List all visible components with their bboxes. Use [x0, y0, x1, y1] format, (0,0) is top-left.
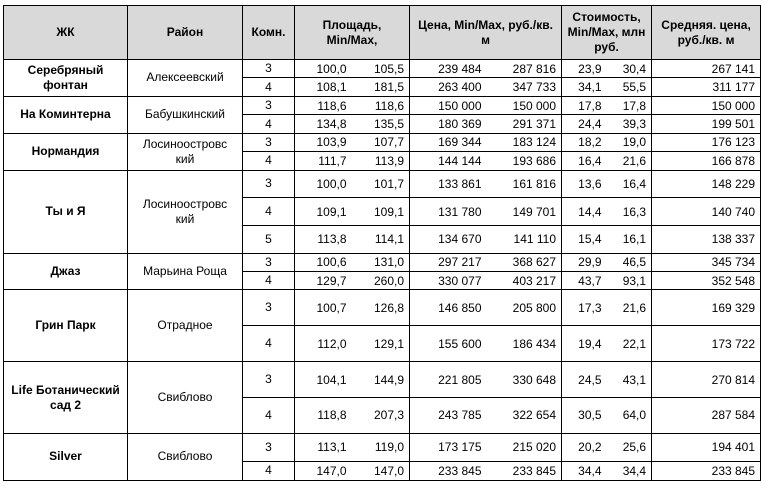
area-min-cell: 100,0 — [295, 170, 352, 198]
cost-max-cell: 16,4 — [607, 170, 652, 198]
price-max-cell: 291 371 — [487, 115, 562, 133]
cost-min-cell: 16,4 — [562, 152, 607, 170]
table-row — [4, 433, 761, 461]
cost-min-cell: 14,4 — [562, 198, 607, 226]
header-rooms: Комн. — [243, 6, 295, 60]
area-min-cell: 118,6 — [295, 96, 352, 114]
apartments-table — [3, 5, 761, 481]
price-max-cell: 287 816 — [487, 60, 562, 78]
cost-min-cell: 19,4 — [562, 326, 607, 362]
price-max-cell: 330 648 — [487, 362, 562, 398]
area-max-cell: 207,3 — [352, 398, 410, 434]
area-max-cell: 101,7 — [352, 170, 410, 198]
rooms-cell: 3 — [243, 290, 295, 326]
district-cell: Марьина Роща — [128, 253, 243, 290]
cost-min-cell: 29,9 — [562, 253, 607, 271]
area-max-cell: 113,9 — [352, 152, 410, 170]
district-cell: Отрадное — [128, 290, 243, 362]
cost-min-cell: 34,1 — [562, 78, 607, 96]
avg-price-cell: 267 141 — [652, 60, 761, 78]
price-min-cell: 131 780 — [410, 198, 487, 226]
area-max-cell: 126,8 — [352, 290, 410, 326]
area-max-cell: 144,9 — [352, 362, 410, 398]
price-min-cell: 263 400 — [410, 78, 487, 96]
area-min-cell: 118,8 — [295, 398, 352, 434]
area-max-cell: 129,1 — [352, 326, 410, 362]
cost-min-cell: 15,4 — [562, 225, 607, 253]
price-min-cell: 233 845 — [410, 461, 487, 481]
rooms-cell: 3 — [243, 96, 295, 114]
avg-price-cell: 138 337 — [652, 225, 761, 253]
district-cell: Свиблово — [128, 362, 243, 434]
avg-price-cell: 345 734 — [652, 253, 761, 271]
table-body — [4, 60, 761, 481]
header-price: Цена, Min/Max, руб./кв. м — [410, 6, 562, 60]
price-max-cell: 141 110 — [487, 225, 562, 253]
price-max-cell: 403 217 — [487, 272, 562, 290]
district-cell: Лосиноостровс кий — [128, 170, 243, 253]
price-min-cell: 146 850 — [410, 290, 487, 326]
area-max-cell: 105,5 — [352, 60, 410, 78]
rooms-cell: 3 — [243, 60, 295, 78]
rooms-cell: 3 — [243, 170, 295, 198]
price-max-cell: 161 816 — [487, 170, 562, 198]
cost-max-cell: 16,3 — [607, 198, 652, 226]
complex-name-cell: Нормандия — [4, 133, 128, 170]
rooms-cell: 4 — [243, 115, 295, 133]
cost-max-cell: 39,3 — [607, 115, 652, 133]
rooms-cell: 4 — [243, 398, 295, 434]
area-min-cell: 100,7 — [295, 290, 352, 326]
avg-price-cell: 169 329 — [652, 290, 761, 326]
cost-min-cell: 24,4 — [562, 115, 607, 133]
cost-max-cell: 16,1 — [607, 225, 652, 253]
price-min-cell: 239 484 — [410, 60, 487, 78]
complex-name-cell: Серебряный фонтан — [4, 60, 128, 97]
cost-min-cell: 17,8 — [562, 96, 607, 114]
price-min-cell: 173 175 — [410, 433, 487, 461]
cost-max-cell: 30,4 — [607, 60, 652, 78]
cost-max-cell: 25,6 — [607, 433, 652, 461]
cost-max-cell: 93,1 — [607, 272, 652, 290]
rooms-cell: 5 — [243, 225, 295, 253]
area-max-cell: 119,0 — [352, 433, 410, 461]
cost-max-cell: 46,5 — [607, 253, 652, 271]
avg-price-cell: 311 177 — [652, 78, 761, 96]
table-row — [4, 290, 761, 326]
header-complex: ЖК — [4, 6, 128, 60]
cost-min-cell: 17,3 — [562, 290, 607, 326]
table-row — [4, 133, 761, 151]
rooms-cell: 3 — [243, 362, 295, 398]
header-area: Площадь, Min/Max, — [295, 6, 410, 60]
area-max-cell: 135,5 — [352, 115, 410, 133]
cost-min-cell: 13,6 — [562, 170, 607, 198]
avg-price-cell: 287 584 — [652, 398, 761, 434]
price-min-cell: 133 861 — [410, 170, 487, 198]
cost-min-cell: 18,2 — [562, 133, 607, 151]
complex-name-cell: Life Ботанический сад 2 — [4, 362, 128, 434]
area-max-cell: 114,1 — [352, 225, 410, 253]
complex-name-cell: Silver — [4, 433, 128, 480]
avg-price-cell: 150 000 — [652, 96, 761, 114]
area-min-cell: 100,6 — [295, 253, 352, 271]
avg-price-cell: 199 501 — [652, 115, 761, 133]
price-min-cell: 169 344 — [410, 133, 487, 151]
area-min-cell: 109,1 — [295, 198, 352, 226]
header-avg-price: Средняя. цена, руб./кв. м — [652, 6, 761, 60]
area-min-cell: 134,8 — [295, 115, 352, 133]
price-min-cell: 144 144 — [410, 152, 487, 170]
cost-max-cell: 64,0 — [607, 398, 652, 434]
area-min-cell: 147,0 — [295, 461, 352, 481]
area-min-cell: 112,0 — [295, 326, 352, 362]
cost-min-cell: 24,5 — [562, 362, 607, 398]
area-max-cell: 181,5 — [352, 78, 410, 96]
rooms-cell: 4 — [243, 198, 295, 226]
area-max-cell: 131,0 — [352, 253, 410, 271]
cost-max-cell: 34,4 — [607, 461, 652, 481]
price-min-cell: 243 785 — [410, 398, 487, 434]
price-min-cell: 180 369 — [410, 115, 487, 133]
price-max-cell: 215 020 — [487, 433, 562, 461]
cost-max-cell: 21,6 — [607, 152, 652, 170]
cost-min-cell: 34,4 — [562, 461, 607, 481]
complex-name-cell: Ты и Я — [4, 170, 128, 253]
rooms-cell: 3 — [243, 253, 295, 271]
district-cell: Алексеевский — [128, 60, 243, 97]
avg-price-cell: 173 722 — [652, 326, 761, 362]
price-max-cell: 347 733 — [487, 78, 562, 96]
price-max-cell: 368 627 — [487, 253, 562, 271]
table-row — [4, 362, 761, 398]
price-max-cell: 205 800 — [487, 290, 562, 326]
price-max-cell: 186 434 — [487, 326, 562, 362]
price-max-cell: 233 845 — [487, 461, 562, 481]
rooms-cell: 4 — [243, 461, 295, 481]
area-min-cell: 108,1 — [295, 78, 352, 96]
rooms-cell: 4 — [243, 326, 295, 362]
price-max-cell: 150 000 — [487, 96, 562, 114]
table-row — [4, 170, 761, 198]
avg-price-cell: 352 548 — [652, 272, 761, 290]
rooms-cell: 4 — [243, 152, 295, 170]
avg-price-cell: 148 229 — [652, 170, 761, 198]
price-max-cell: 193 686 — [487, 152, 562, 170]
area-min-cell: 104,1 — [295, 362, 352, 398]
avg-price-cell: 166 878 — [652, 152, 761, 170]
avg-price-cell: 140 740 — [652, 198, 761, 226]
table-row — [4, 253, 761, 271]
area-min-cell: 100,0 — [295, 60, 352, 78]
area-min-cell: 113,1 — [295, 433, 352, 461]
district-cell: Бабушкинский — [128, 96, 243, 133]
avg-price-cell: 194 401 — [652, 433, 761, 461]
cost-max-cell: 55,5 — [607, 78, 652, 96]
area-max-cell: 118,6 — [352, 96, 410, 114]
price-min-cell: 150 000 — [410, 96, 487, 114]
cost-max-cell: 17,8 — [607, 96, 652, 114]
area-max-cell: 260,0 — [352, 272, 410, 290]
avg-price-cell: 176 123 — [652, 133, 761, 151]
area-min-cell: 111,7 — [295, 152, 352, 170]
complex-name-cell: На Коминтерна — [4, 96, 128, 133]
price-min-cell: 134 670 — [410, 225, 487, 253]
price-max-cell: 149 701 — [487, 198, 562, 226]
rooms-cell: 3 — [243, 133, 295, 151]
rooms-cell: 4 — [243, 78, 295, 96]
cost-max-cell: 21,6 — [607, 290, 652, 326]
header-cost: Стоимость, Min/Max, млн руб. — [562, 6, 652, 60]
cost-min-cell: 30,5 — [562, 398, 607, 434]
price-max-cell: 322 654 — [487, 398, 562, 434]
price-min-cell: 221 805 — [410, 362, 487, 398]
cost-min-cell: 20,2 — [562, 433, 607, 461]
avg-price-cell: 233 845 — [652, 461, 761, 481]
cost-min-cell: 43,7 — [562, 272, 607, 290]
rooms-cell: 4 — [243, 272, 295, 290]
area-max-cell: 109,1 — [352, 198, 410, 226]
price-min-cell: 297 217 — [410, 253, 487, 271]
avg-price-cell: 270 814 — [652, 362, 761, 398]
price-max-cell: 183 124 — [487, 133, 562, 151]
cost-max-cell: 22,1 — [607, 326, 652, 362]
district-cell: Свиблово — [128, 433, 243, 480]
area-min-cell: 129,7 — [295, 272, 352, 290]
area-min-cell: 103,9 — [295, 133, 352, 151]
table-row — [4, 60, 761, 78]
price-min-cell: 330 077 — [410, 272, 487, 290]
header-district: Район — [128, 6, 243, 60]
area-min-cell: 113,8 — [295, 225, 352, 253]
area-max-cell: 147,0 — [352, 461, 410, 481]
complex-name-cell: Грин Парк — [4, 290, 128, 362]
cost-min-cell: 23,9 — [562, 60, 607, 78]
district-cell: Лосиноостровс кий — [128, 133, 243, 170]
price-min-cell: 155 600 — [410, 326, 487, 362]
cost-max-cell: 19,0 — [607, 133, 652, 151]
cost-max-cell: 43,1 — [607, 362, 652, 398]
rooms-cell: 3 — [243, 433, 295, 461]
area-max-cell: 107,7 — [352, 133, 410, 151]
complex-name-cell: Джаз — [4, 253, 128, 290]
table-row — [4, 96, 761, 114]
